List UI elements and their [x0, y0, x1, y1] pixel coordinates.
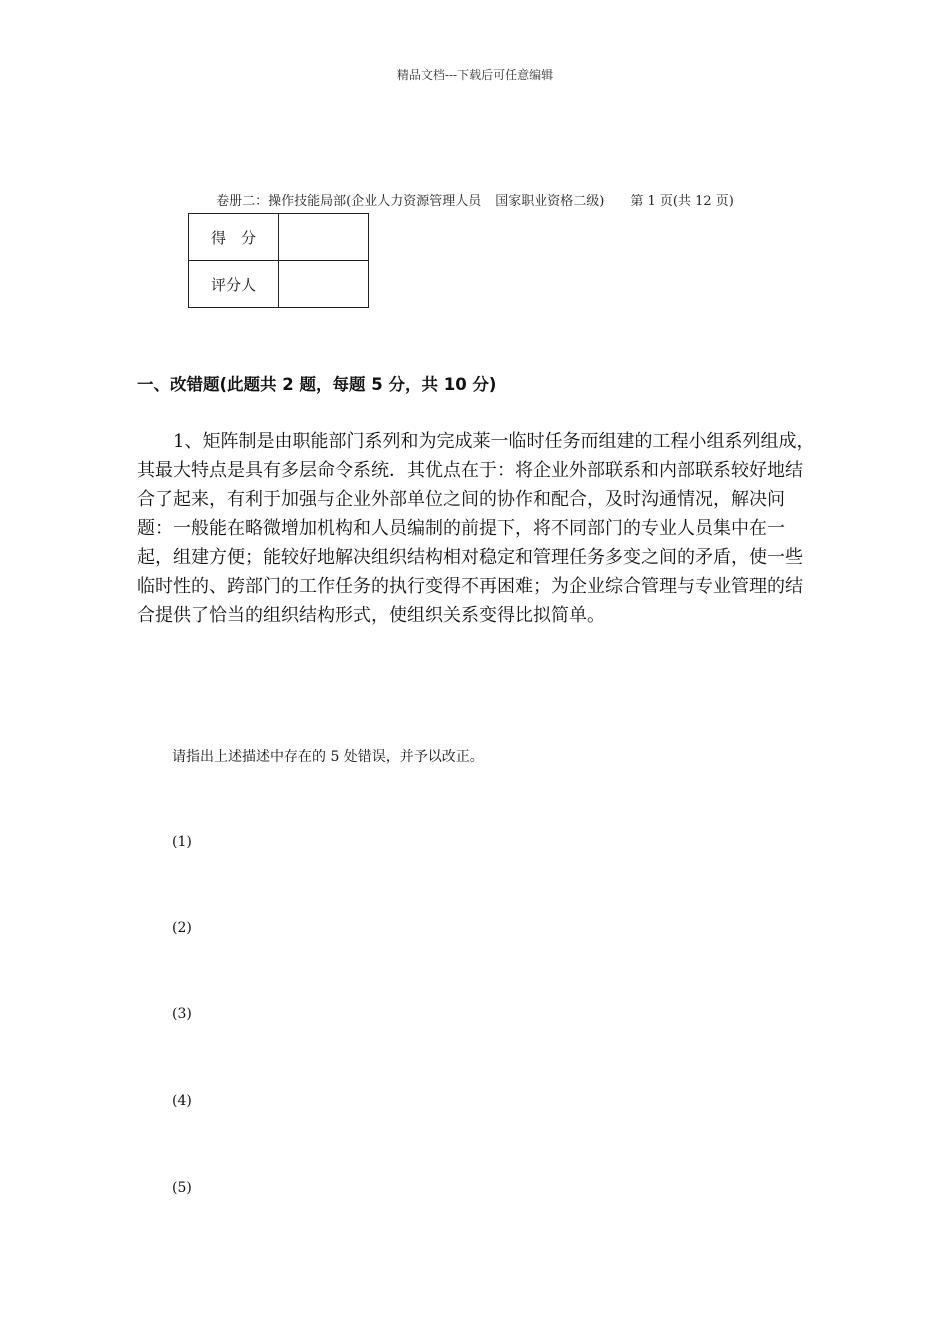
grader-row — [189, 261, 369, 308]
running-header-volume: 卷册二：操作技能局部(企业人力资源管理人员 — [216, 194, 482, 209]
question-instruction: 请指出上述描述中存在的 5 处错误，并予以改正。 — [172, 749, 484, 765]
running-header-page: 第 1 页(共 12 页) — [630, 194, 734, 209]
score-row — [189, 214, 369, 261]
answer-label-2: (2) — [172, 920, 192, 936]
grader-value-cell — [279, 261, 369, 308]
score-label: 得 分 — [189, 214, 279, 261]
grader-label: 评分人 — [189, 261, 279, 308]
section-title: 一、改错题(此题共 2 题，每题 5 分，共 10 分) — [137, 375, 497, 394]
running-header-level: 国家职业资格二级) — [495, 194, 605, 209]
score-table — [188, 213, 369, 308]
answer-label-1: (1) — [172, 834, 192, 850]
answer-label-5: (5) — [172, 1180, 192, 1196]
answer-label-3: (3) — [172, 1006, 192, 1022]
question-body: 1、矩阵制是由职能部门系列和为完成莱一临时任务而组建的工程小组系列组成，其最大特点是具有多层命令系统．其优点在于：将企业外部联系和内部联系较好地结合了起来，有利于加强与企业外部单位之间的协作和配合，及时沟通情况，解决问题：一般能在略微增加机构和人员编制的前提下，将不同部门的专业人员集中在一起，组建方便；能较好地解决组织结构相对稳定和管理任务多变之间的矛盾，使一些临时性的、跨部门的工作任务的执行变得不再困难；为企业综合管理与专业管理的结合提供了恰当的组织结构形式，使组织关系变得比拟简单。 — [137, 431, 815, 626]
watermark-text: 精品文档---下载后可任意编辑 — [396, 68, 554, 82]
running-header — [0, 190, 950, 209]
answer-label-4: (4) — [172, 1093, 192, 1109]
score-value-cell — [279, 214, 369, 261]
